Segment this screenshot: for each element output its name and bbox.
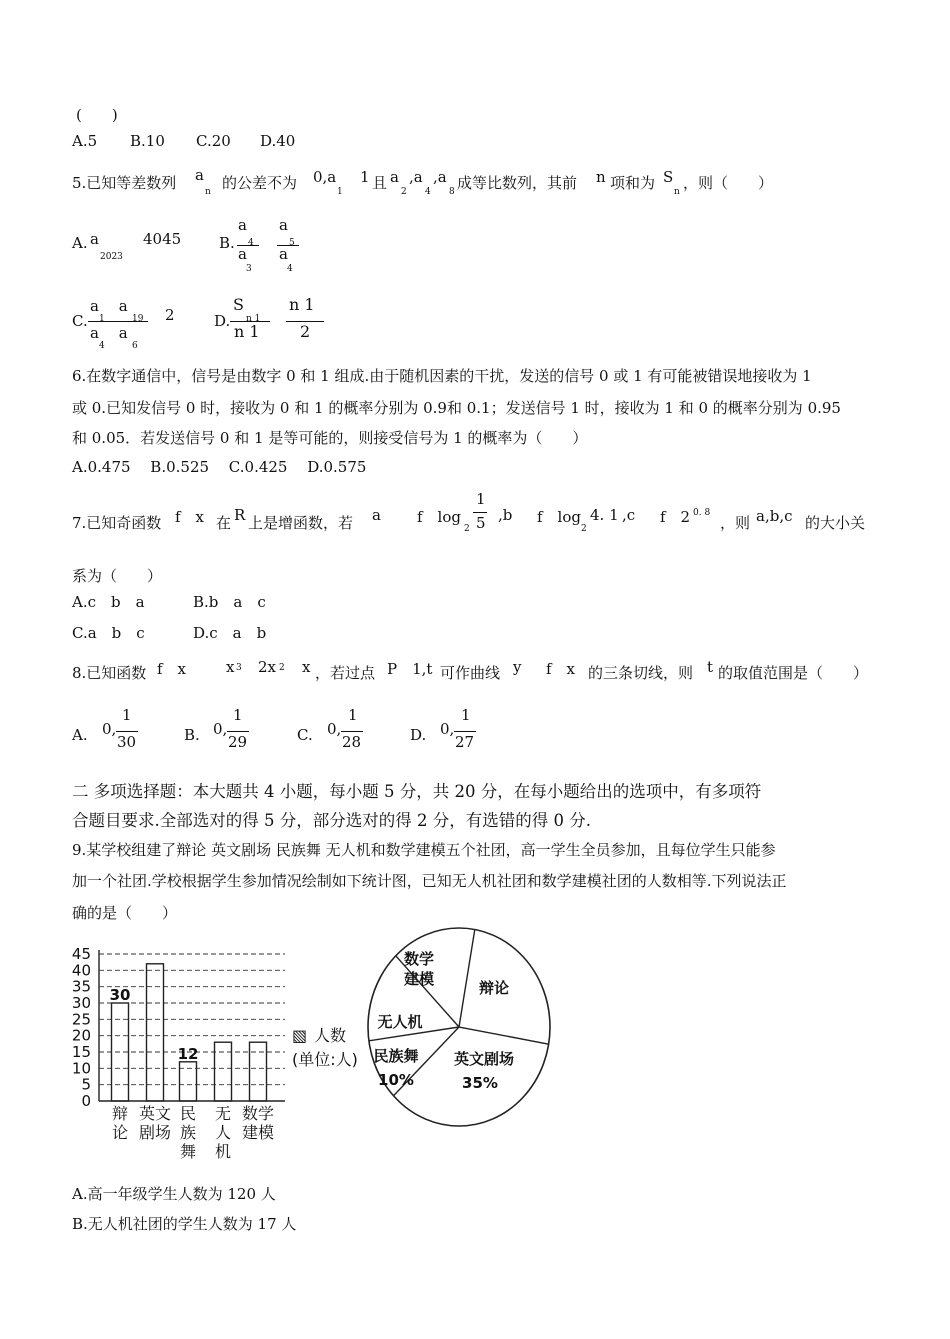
- pie-label-math-line1: 数学: [403, 950, 435, 968]
- q5-option-d-num1-sub: n 1: [246, 314, 261, 324]
- bar-category-label: 机: [214, 1142, 232, 1161]
- q7-a: a: [372, 506, 381, 524]
- q8-x: x: [302, 658, 311, 676]
- bar-chart: [72, 945, 285, 1161]
- q8-option-c-lead: 0,: [327, 720, 342, 738]
- q8-x3-sup: 3: [236, 663, 242, 673]
- q5-option-d-den2: 2: [300, 322, 311, 341]
- q7-fc-sup: 0. 8: [693, 508, 711, 518]
- bar-y-tick: 15: [71, 1043, 91, 1061]
- q5-option-c-value: 2: [165, 306, 175, 324]
- q4-option-d: D.40: [260, 132, 296, 150]
- q5-text-1: 5.已知等差数列: [72, 174, 177, 192]
- q7-R: R: [234, 506, 246, 524]
- q5-option-c-den: a a: [90, 324, 128, 342]
- q8-option-d-lead: 0,: [440, 720, 455, 738]
- pie-label: 英文剧场: [453, 1050, 515, 1068]
- q5-option-b-den2: a: [279, 245, 288, 263]
- pie-label: 辩论: [478, 979, 510, 997]
- q5-a-sub: n: [205, 187, 211, 197]
- q7-line-2: 系为（ ）: [72, 567, 163, 585]
- q7-fa-sub: 2: [464, 524, 470, 534]
- q8-P: P 1,t: [387, 660, 433, 678]
- q7-option-d: D.c a b: [193, 624, 267, 642]
- q7-fa-den: 5: [476, 514, 486, 532]
- bar-y-tick: 20: [71, 1026, 91, 1045]
- q5-option-b-den1: a: [238, 245, 247, 263]
- q5-text-2: 的公差不为: [222, 174, 298, 192]
- q6-line-3: 和 0.05．若发送信号 0 和 1 是等可能的，则接受信号为 1 的概率为（ ）: [72, 429, 588, 447]
- bar-category-label: 舞: [179, 1142, 197, 1161]
- q5-option-a-var: a: [90, 230, 99, 248]
- bar-y-tick: 10: [71, 1059, 91, 1078]
- bar-y-tick: 0: [81, 1092, 91, 1110]
- q5-option-b-label: B.: [219, 234, 235, 252]
- q8-2x2-sup: 2: [279, 663, 285, 673]
- legend-unit: (单位:人): [292, 1050, 358, 1069]
- pie-label: 无人机: [377, 1013, 423, 1031]
- q5-option-a-label: A.: [72, 234, 88, 252]
- q8-option-d-num: 1: [461, 706, 471, 724]
- q8-option-b-num: 1: [233, 706, 243, 724]
- q5-option-b-num1-sub: 4: [248, 238, 254, 248]
- q7-fb: f log: [537, 508, 581, 526]
- q8-option-a-lead: 0,: [102, 720, 117, 738]
- q6-line-2: 或 0.已知发信号 0 时，接收为 0 和 1 的概率分别为 0.9和 0.1；发送信号 1 时，接收为 1 和 0 的概率分别为 0.95: [72, 399, 841, 417]
- q5-a2-sub: 2: [401, 187, 407, 197]
- q5-S-sub: n: [674, 187, 680, 197]
- q7-fb-sub: 2: [581, 524, 587, 534]
- q8-text-4: 的三条切线，则: [588, 664, 694, 682]
- legend-title: 人数: [314, 1026, 347, 1045]
- q8-option-d-den: 27: [455, 733, 475, 751]
- q8-x3: x: [226, 658, 235, 676]
- q5-option-b-num2: a: [279, 216, 288, 234]
- bar-数学建模: [250, 1042, 267, 1101]
- bar-category-label: 族: [179, 1123, 197, 1142]
- pie-label: 民族舞: [373, 1047, 419, 1065]
- pie-label-math-line2: 建模: [403, 970, 435, 988]
- pie-slice-辩论: [459, 930, 475, 1027]
- bar-category-label: 论: [111, 1123, 129, 1142]
- q8-option-c-den: 28: [342, 733, 362, 751]
- q7-fa: f log: [417, 508, 461, 526]
- q8-option-c-label: C.: [297, 726, 313, 744]
- pie-chart: [368, 928, 550, 1126]
- q5-option-b-num1: a: [238, 216, 247, 234]
- bar-category-label: 民: [179, 1104, 197, 1123]
- q5-option-d-label: D.: [214, 312, 231, 330]
- q8-2x2: 2x: [258, 658, 277, 676]
- q7-text-4: ，则: [720, 514, 751, 532]
- q5-a8: ,a: [433, 168, 447, 186]
- pie-percent: 35%: [462, 1074, 498, 1092]
- bar-y-tick: 30: [71, 994, 91, 1012]
- q8-fx: f x: [546, 660, 576, 678]
- q8-text-3: 可作曲线: [440, 664, 501, 682]
- q7-text-1: 7.已知奇函数: [72, 514, 162, 532]
- bar-category-label: 人: [214, 1123, 232, 1142]
- q5-a2: a: [390, 168, 399, 186]
- q5-option-c-num-sub1: 1: [99, 314, 105, 324]
- q5-a4: ,a: [409, 168, 423, 186]
- q8-text-5: 的取值范围是（ ）: [718, 664, 869, 682]
- q5-option-c-num-sub2: 19: [132, 314, 144, 324]
- q8-option-d-label: D.: [410, 726, 427, 744]
- q8-option-b-label: B.: [184, 726, 200, 744]
- q9-line-1: 9.某学校组建了辩论 英文剧场 民族舞 无人机和数学建模五个社团，高一学生全员参加，且每位学生只能参: [72, 841, 776, 859]
- q5-S: S: [663, 168, 674, 186]
- q9-line-3: 确的是（ ）: [72, 904, 178, 922]
- bar-category-label: 剧场: [138, 1123, 172, 1142]
- q4-option-c: C.20: [196, 132, 231, 150]
- pie-percent: 10%: [378, 1071, 414, 1089]
- q7-b: ,b: [498, 506, 513, 524]
- q5-a: a: [195, 166, 204, 184]
- q9-line-2: 加一个社团.学校根据学生参加情况绘制如下统计图，已知无人机社团和数学建模社团的人数相等.下列说法正: [72, 872, 787, 890]
- q9-option-b: B.无人机社团的学生人数为 17 人: [72, 1215, 297, 1233]
- bar-category-label: 建模: [241, 1123, 275, 1142]
- bar-y-tick: 5: [81, 1075, 91, 1094]
- bar-y-tick: 25: [71, 1010, 91, 1029]
- bar-category-label: 数学: [241, 1104, 275, 1123]
- q8-y: y: [513, 658, 522, 676]
- q8-text-2: ，若过点: [315, 664, 376, 682]
- q7-f: f x: [175, 508, 205, 526]
- bar-category-label: 无: [214, 1104, 232, 1123]
- pie-slice-英文剧场: [459, 1027, 549, 1044]
- q5-option-c-num: a a: [90, 297, 128, 315]
- q7-abc: a,b,c: [756, 507, 793, 525]
- q7-option-c: C.a b c: [72, 624, 145, 642]
- q8-option-b-den: 29: [228, 733, 248, 751]
- q5-n: n: [596, 168, 606, 186]
- q7-fa-num: 1: [476, 490, 486, 508]
- q7-fb-val: 4. 1: [590, 506, 619, 524]
- q5-option-d-den1: n 1: [234, 322, 260, 341]
- q9-option-a: A.高一年级学生人数为 120 人: [72, 1185, 276, 1203]
- q7-option-a: A.c b a: [72, 593, 145, 611]
- q5-a8-sub: 8: [449, 187, 455, 197]
- q5-option-b-num2-sub: 5: [289, 238, 295, 248]
- q5-one: 1: [360, 168, 370, 186]
- q5-text-6: ，则（ ）: [683, 174, 774, 192]
- q5-option-c-label: C.: [72, 312, 88, 330]
- q7-fc: f 2: [660, 508, 691, 526]
- q4-option-b: B.10: [130, 132, 165, 150]
- section-2-line-1: 二 多项选择题：本大题共 4 小题，每小题 5 分，共 20 分，在每小题给出的选项中，有多项符: [72, 782, 762, 801]
- q5-text-4: 成等比数列，其前: [457, 174, 578, 192]
- q5-option-b-den1-sub: 3: [246, 264, 252, 274]
- q5-option-d-num2: n 1: [289, 295, 315, 314]
- bar-民族舞: [180, 1062, 197, 1101]
- bar-category-label: 辩: [111, 1104, 129, 1123]
- q4-option-a: A.5: [72, 132, 98, 150]
- q8-option-a-num: 1: [122, 706, 132, 724]
- q5-option-a-value: 4045: [143, 230, 182, 248]
- q5-option-a-sub: 2023: [100, 252, 123, 262]
- section-2-line-2: 合题目要求.全部选对的得 5 分，部分选对的得 2 分，有选错的得 0 分.: [72, 811, 591, 830]
- q5-a4-sub: 4: [425, 187, 431, 197]
- q7-option-b: B.b a c: [193, 593, 266, 611]
- bar-无人机: [215, 1042, 232, 1101]
- q8-option-c-num: 1: [348, 706, 358, 724]
- q8-t: t: [707, 658, 714, 676]
- q8-option-b-lead: 0,: [213, 720, 228, 738]
- bar-category-label: 英文: [138, 1104, 172, 1123]
- bar-data-label: 12: [177, 1044, 199, 1063]
- q5-text-5: 项和为: [610, 174, 656, 192]
- legend-symbol: ▧: [292, 1026, 308, 1045]
- bar-y-tick: 35: [71, 977, 91, 996]
- q7-text-2: 在: [216, 514, 232, 532]
- q5-text-3: 且: [372, 174, 388, 192]
- q7-text-3: 上是增函数，若: [248, 514, 354, 532]
- q8-f: f x: [157, 660, 187, 678]
- q5-option-b-den2-sub: 4: [287, 264, 293, 274]
- q8-text-1: 8.已知函数: [72, 664, 147, 682]
- bar-y-tick: 40: [71, 961, 91, 980]
- q4-paren: ( ): [76, 106, 118, 124]
- q6-options: A.0.475 B.0.525 C.0.425 D.0.575: [72, 458, 367, 476]
- q5-option-c-den-sub1: 4: [99, 341, 105, 351]
- q5-option-c-den-sub2: 6: [132, 341, 138, 351]
- q5-option-d-num1: S: [233, 295, 244, 314]
- bar-legend: [292, 1026, 358, 1069]
- q7-c: ,c: [622, 506, 636, 524]
- q7-text-5: 的大小关: [805, 514, 866, 532]
- q5-zero: 0,a: [313, 168, 337, 186]
- q8-option-a-label: A.: [72, 726, 88, 744]
- q6-line-1: 6.在数字通信中，信号是由数字 0 和 1 组成.由于随机因素的干扰，发送的信号 0 或 1 有可能被错误地接收为 1: [72, 367, 812, 385]
- bar-英文剧场: [147, 964, 164, 1101]
- bar-y-tick: 45: [71, 945, 91, 963]
- q8-option-a-den: 30: [117, 733, 137, 751]
- q5-a1-sub: 1: [337, 187, 343, 197]
- bar-data-label: 30: [109, 986, 131, 1004]
